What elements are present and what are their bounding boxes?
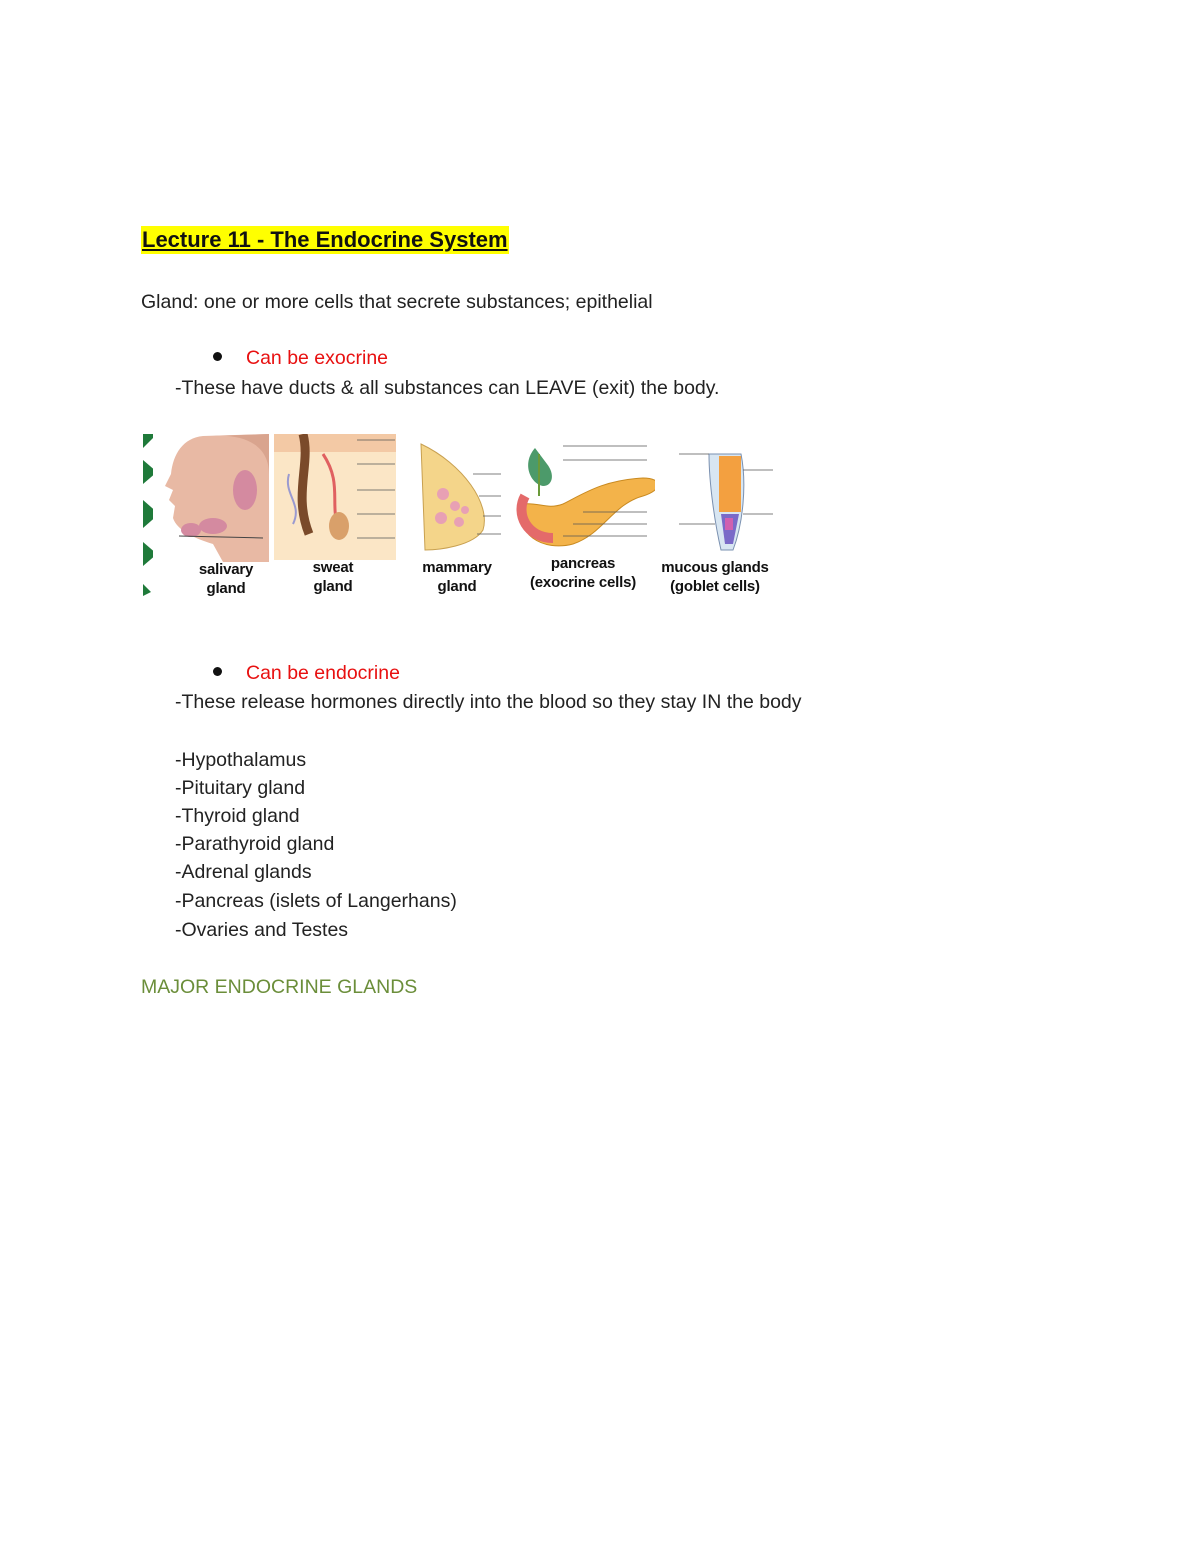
exocrine-glands-figure: [143, 434, 777, 596]
caption-pancreas: pancreas (exocrine cells): [529, 555, 637, 591]
gland-list-item: -Pituitary gland: [175, 777, 306, 799]
bullet-icon: [213, 667, 222, 676]
bullet-icon: [213, 352, 222, 361]
caption-mammary: mammary gland: [422, 559, 492, 595]
gland-list-item: -Hypothalamus: [175, 749, 307, 771]
document-title: Lecture 11 - The Endocrine System: [142, 227, 508, 252]
endocrine-bullet-text: Can be endocrine: [246, 662, 400, 684]
gland-definition: Gland: one or more cells that secrete substances; epithelial: [141, 291, 653, 313]
caption-salivary: salivary gland: [198, 561, 254, 597]
caption-mucous: mucous glands (goblet cells): [661, 559, 769, 595]
pancreas-illustration: [515, 434, 658, 558]
gland-list-item: -Parathyroid gland: [175, 833, 335, 855]
gland-list-item: -Adrenal glands: [175, 861, 312, 883]
endocrine-bullet: [213, 660, 400, 686]
gland-list-item: -Thyroid gland: [175, 805, 300, 827]
endocrine-description: -These release hormones directly into the blood so they stay IN the body: [175, 691, 802, 713]
gland-list-item: -Pancreas (islets of Langerhans): [175, 890, 457, 912]
mucous-glands-illustration: [655, 434, 777, 558]
caption-sweat: sweat gland: [312, 559, 354, 595]
exocrine-bullet: [213, 345, 388, 371]
gland-list-item: -Ovaries and Testes: [175, 919, 349, 941]
mammary-gland-illustration: [401, 434, 511, 560]
salivary-gland-illustration: [153, 434, 269, 562]
exocrine-description: -These have ducts & all substances can LEAVE (exit) the body.: [175, 377, 720, 399]
exocrine-bullet-text: Can be exocrine: [246, 347, 389, 369]
sweat-gland-illustration: [274, 434, 396, 560]
major-endocrine-heading: MAJOR ENDOCRINE GLANDS: [141, 976, 418, 998]
